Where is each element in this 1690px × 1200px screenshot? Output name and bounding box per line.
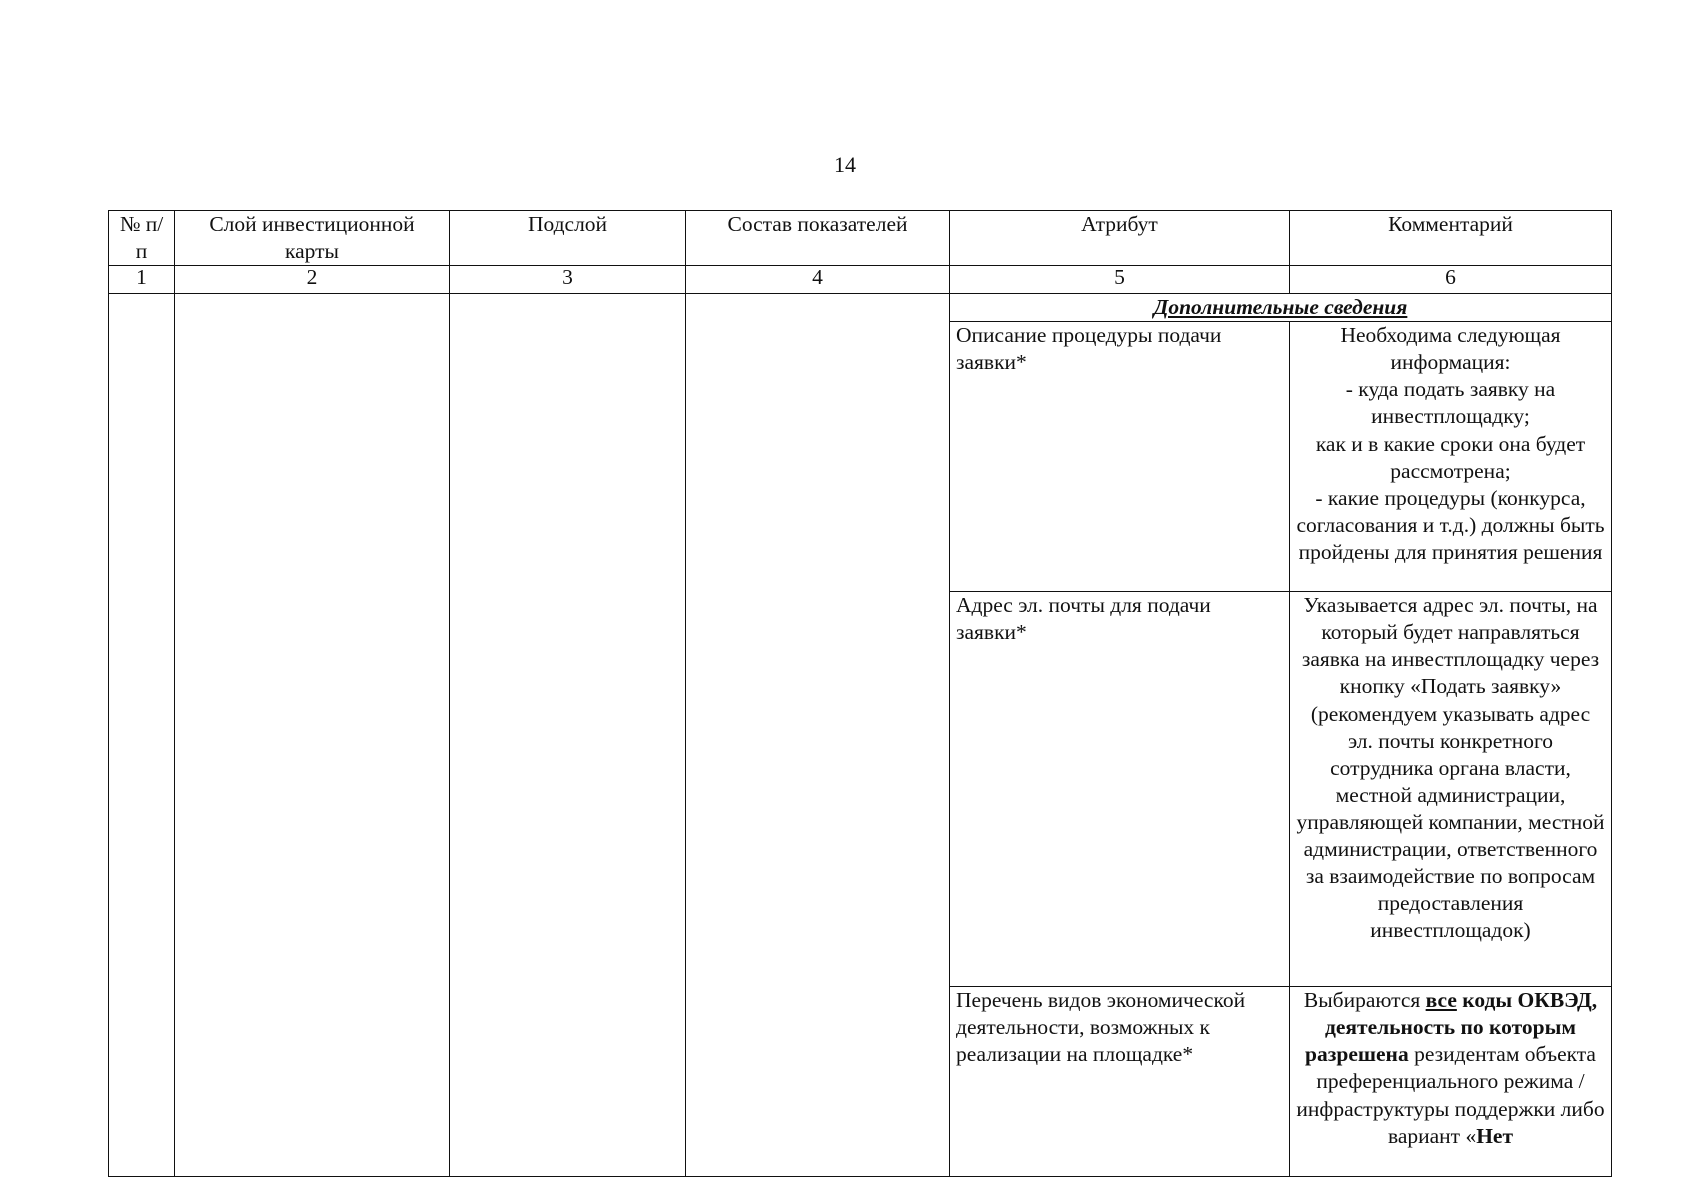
empty-cell bbox=[109, 294, 175, 1177]
header-sublayer: Подслой bbox=[450, 211, 686, 266]
header-row bbox=[109, 211, 1612, 266]
comment-line: Необходима следующая информация: bbox=[1340, 323, 1561, 375]
header-attribute: Атрибут bbox=[950, 211, 1290, 266]
attribute-cell: Адрес эл. почты для подачи заявки* bbox=[950, 592, 1290, 987]
comment-line: как и в какие сроки она будет рассмотрена; bbox=[1315, 431, 1586, 483]
comment-text: резидентам объекта преференциального режима / инфраструктуры поддержки либо вариант « bbox=[1296, 1042, 1605, 1148]
column-number: 5 bbox=[950, 266, 1290, 294]
comment-cell bbox=[1290, 322, 1612, 592]
comment-line: - какие процедуры (конкурса, согласования и т.д.) должны быть пройдены для принятия решения bbox=[1296, 485, 1605, 564]
header-number: № п/п bbox=[109, 211, 175, 266]
comment-text: Выбираются bbox=[1303, 988, 1426, 1013]
empty-cell bbox=[450, 294, 686, 1177]
comment-emphasis: все bbox=[1425, 988, 1457, 1013]
header-indicators: Состав показателей bbox=[686, 211, 950, 266]
column-number: 3 bbox=[450, 266, 686, 294]
empty-cell bbox=[175, 294, 450, 1177]
comment-bold: Нет bbox=[1476, 1123, 1514, 1148]
column-number: 1 bbox=[109, 266, 175, 294]
section-title: Дополнительные сведения bbox=[950, 294, 1612, 322]
comment-cell: Указывается адрес эл. почты, на который будет направляться заявка на инвестплощадку через кнопку «Подать заявку» (рекомендуем указывать адрес эл. почты конкретного сотрудника органа власти, местной администрации, управляющей компании, местной администрации, ответственного за взаимодействие по вопросам предоставления инвестплощадок) bbox=[1290, 592, 1612, 987]
empty-cell bbox=[686, 294, 950, 1177]
header-comment: Комментарий bbox=[1290, 211, 1612, 266]
column-number: 6 bbox=[1290, 266, 1612, 294]
page-number: 14 bbox=[834, 152, 856, 177]
header-layer: Слой инвестиционной карты bbox=[175, 211, 450, 266]
attribute-cell: Перечень видов экономической деятельности, возможных к реализации на площадке* bbox=[950, 987, 1290, 1177]
investment-map-table bbox=[108, 210, 1612, 1177]
comment-line: - куда подать заявку на инвестплощадку; bbox=[1345, 377, 1556, 429]
comment-bold: коды ОКВЭД, деятельность по которым разрешена bbox=[1305, 988, 1598, 1067]
column-number: 2 bbox=[175, 266, 450, 294]
column-number-row bbox=[109, 266, 1612, 294]
section-row bbox=[109, 294, 1612, 322]
column-number: 4 bbox=[686, 266, 950, 294]
attribute-cell: Описание процедуры подачи заявки* bbox=[950, 322, 1290, 592]
comment-cell bbox=[1290, 987, 1612, 1177]
